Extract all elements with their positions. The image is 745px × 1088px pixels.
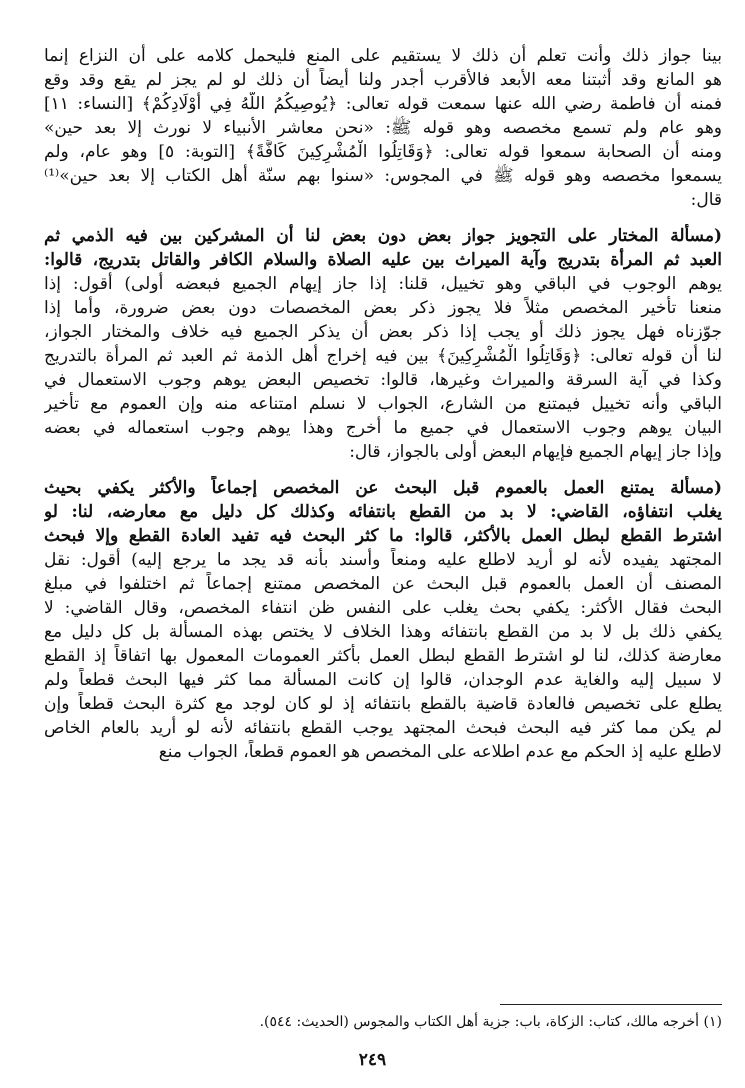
text-line: وإذا جاز إيهام الجميع فإيهام البعض أولى بالجواز، قال: <box>349 442 722 462</box>
text-line: لاطلع عليه إذ الحكم مع عدم اطلاعه على المخصص هو العموم قطعاً، الجواب منع <box>158 742 722 762</box>
text-line: يكفي ذلك بل لا بد من القطع بانتفائه وهذا الخلاف لا يختص بهذه المسألة بل كل دليل مع <box>44 622 722 642</box>
text-line: بينا جواز ذلك وأنت تعلم أن ذلك لا يستقيم على المنع فليحمل كلامه على أن النزاع إنما <box>44 46 722 66</box>
text-line: يسمعوا مخصصه وهو قوله ﷺ في المجوس: «سنوا بهم سنّة أهل الكتاب إلا بعد حين»⁽¹⁾ <box>44 166 722 186</box>
paragraph-2 <box>44 224 722 464</box>
text-line: وهو عام ولم تسمع مخصصه وهو قوله ﷺ: «نحن معاشر الأنبياء لا نورث إلا بعد حين» <box>44 118 722 138</box>
text-line: (مسألة يمتنع العمل بالعموم قبل البحث عن المخصص إجماعاً والأكثر يكفي بحيث <box>44 478 722 498</box>
text-line: قال: <box>690 190 722 210</box>
page-number: ٢٤٩ <box>358 1050 387 1070</box>
text-line: جوّزناه فهل يجوز ذلك أو يجب إذا ذكر بعض أن يذكر الجميع فيه خلاف والمختار الجواز، <box>44 322 722 342</box>
text-line: العبد ثم المرأة بتدريج وآية الميراث بين عليه الصلاة والسلام الكافر والقاتل بتدريج، قالوا: <box>44 250 722 270</box>
text-line: الباقي وأنه تخييل فيمتنع من الشارع، الجواب لا نسلم امتناعه منه وإن العموم مع تأخير <box>44 394 722 414</box>
page-body <box>44 44 722 764</box>
text-line: (مسألة المختار على التجويز جواز بعض دون بعض لنا أن المشركين بين فيه الذمي ثم <box>44 226 722 246</box>
text-line: المجتهد يفيده لأنه لو أريد لاطلع عليه ومنعاً وأسند بأنه قد يجد ما يرجع إليه) أقول: نقل <box>44 550 722 570</box>
text-line: يطلع على تخصيص فالعادة قاضية بالقطع بانتفائه إذ لو كان لوجد مع كثرة البحث قطعاً وإن <box>44 694 722 714</box>
paragraph-1 <box>44 44 722 212</box>
text-line: يوهم الوجوب في الباقي وهو تخييل، قلنا: إذا جاز إيهام الجميع فبعضه أولى) أقول: إذا <box>44 274 722 294</box>
text-line: هو المانع وقد أثبتنا معه الأبعد فالأقرب أجدر ولنا أيضاً أن ذلك لو لم يجز لم يقع وقد وقع <box>44 70 722 90</box>
text-line: لا سبيل إليه والغاية عدم الوجدان، قالوا إن كانت المسألة مما كثر فيها البحث قطعاً ولم <box>44 670 722 690</box>
text-line: يغلب انتفاؤه، القاضي: لا بد من القطع بانتفائه وكذلك كل دليل مع معارضه، لنا: لو <box>44 502 722 522</box>
text-line: البحث فقال الأكثر: يكفي بحث يغلب على النفس ظن انتفاء المخصص، وقال القاضي: لا <box>44 598 722 618</box>
text-line: معارضة كذلك، لنا لو اشترط القطع لبطل العمل بأكثر العمومات المعمول بها اتفاقاً إذ القطع <box>44 646 722 666</box>
text-line: لم يكن مما كثر فيه البحث فبحث المجتهد يوجب القطع بانتفائه لأنه لو أريد بالعام الخاص <box>44 718 722 738</box>
text-line: فمنه أن فاطمة رضي الله عنها سمعت قوله تعالى: ﴿يُوصِيكُمُ اللَّهُ فِي أَوْلَادِكُمْ﴾ [النساء: ١١] <box>44 94 722 114</box>
footnote: (١) أخرجه مالك، كتاب: الزكاة، باب: جزية أهل الكتاب والمجوس (الحديث: ٥٤٤). <box>259 1014 722 1030</box>
text-line: البيان يوهم وجوب الاستعمال في جميع ما أخرج وهذا يوهم وجوب استعماله في بعضه <box>44 418 722 438</box>
footnote-separator <box>500 1004 722 1005</box>
text-line: ومنه أن الصحابة سمعوا قوله تعالى: ﴿وَقَاتِلُوا الْمُشْرِكِينَ كَافَّةً﴾ [التوبة: ٥] وهو عام، ولم <box>44 142 722 162</box>
paragraph-3 <box>44 476 722 764</box>
text-line: لنا أن قوله تعالى: ﴿وَقَاتِلُوا الْمُشْرِكِينَ﴾ بين فيه إخراج أهل الذمة ثم العبد ثم المرأة بالتدريج <box>44 346 722 366</box>
text-line: منعنا تأخير المخصص مثلاً فلا يجوز ذكر بعض المخصصات دون بعض ضرورة، وأما إذا <box>44 298 722 318</box>
text-line: المصنف أن العمل بالعموم قبل البحث عن المخصص ممتنع إجماعاً ثم اختلفوا في مبلغ <box>44 574 722 594</box>
text-line: اشترط القطع لبطل العمل بالأكثر، قالوا: ما كثر البحث فيه تفيد العادة القطع وإلا فبحث <box>44 526 722 546</box>
text-line: وكذا في آية السرقة والميراث وغيرها، قالوا: تخصيص البعض يوهم وجوب الاستعمال في <box>44 370 722 390</box>
